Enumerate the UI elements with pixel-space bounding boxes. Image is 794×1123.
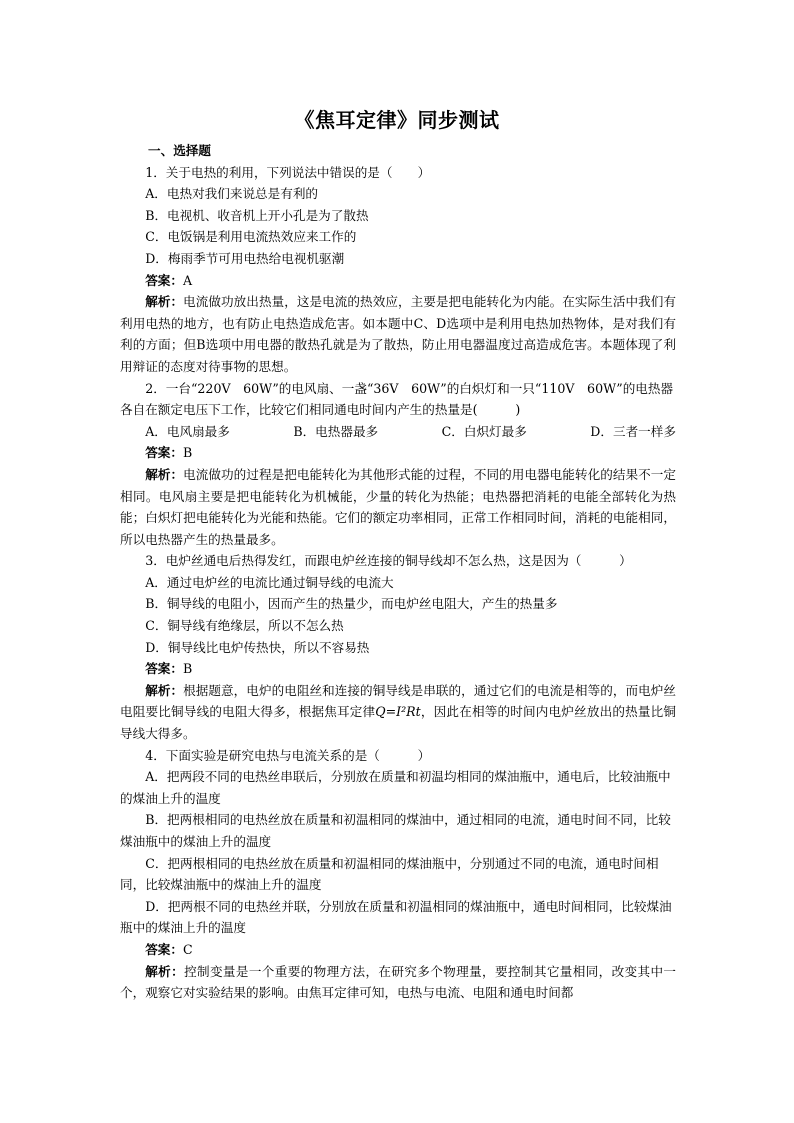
answer-value: B: [182, 445, 193, 461]
question-1-analysis: [120, 291, 676, 377]
question-1-stem: 1．关于电热的利用，下列说法中错误的是（ ）: [145, 164, 431, 180]
analysis-text: 控制变量是一个重要的物理方法，在研究多个物理量，要控制其它量相同，改变其中一个，观察它对实验结果的影响。由焦耳定律可知，电热与电流、电阻和通电时间都: [120, 963, 677, 1001]
question-3-option-d: D．铜导线比电炉传热快，所以不容易热: [145, 639, 370, 655]
question-4-option-d: D．把两根不同的电热丝并联，分别放在质量和初温相同的煤油瓶中，通电时间相同，比较煤油瓶中的煤油上升的温度: [120, 898, 672, 936]
answer-value: B: [182, 661, 193, 677]
question-3-option-a: A．通过电炉丝的电流比通过铜导线的电流大: [145, 574, 394, 590]
analysis-label: 解析：: [145, 963, 185, 979]
analysis-label: 解析：: [145, 294, 184, 310]
question-2-option-b: B．电热器最多: [293, 423, 379, 439]
question-4-stem: 4．下面实验是研究电热与电流关系的是（ ）: [145, 747, 431, 763]
question-2-option-d: D．三者一样多: [590, 423, 676, 439]
question-4-option-b: B．把两根相同的电热丝放在质量和初温相同的煤油中，通过相同的电流，通电时间不同，比较煤油瓶中的煤油上升的温度: [120, 812, 671, 849]
analysis-text-before: 根据题意，电炉的电阻丝和连接的铜导线是串联的，通过它们的电流是相等的，而电炉丝电阻要比铜导线的电阻大得多，根据焦耳定律: [120, 682, 677, 720]
joule-formula: Q=I²Rt: [375, 704, 421, 720]
question-1-option-b: B．电视机、收音机上开小孔是为了散热: [145, 207, 369, 223]
question-4-analysis: [120, 961, 676, 1004]
question-2-stem: 2．一台“220V 60W”的电风扇、一盏“36V 60W”的白炽灯和一只“110V 60W”的电热器各自在额定电压下工作，比较它们相同通电时间内产生的热量是( ): [120, 380, 674, 418]
question-3-option-b: B．铜导线的电阻小，因而产生的热量少，而电炉丝电阻大，产生的热量多: [145, 596, 558, 612]
question-2-option-c: C．白炽灯最多: [441, 423, 527, 439]
question-4-answer: [120, 939, 676, 961]
answer-label: 答案：: [145, 941, 183, 957]
question-1-option-d: D．梅雨季节可用电热给电视机驱潮: [145, 250, 345, 266]
question-3-stem: 3．电炉丝通电后热得发红，而跟电炉丝连接的铜导线却不怎么热，这是因为（ ）: [145, 553, 632, 569]
document-body: [120, 140, 676, 1004]
question-2-option-a: A．电风扇最多: [145, 423, 230, 439]
answer-value: A: [182, 272, 193, 288]
answer-value: C: [182, 941, 193, 957]
question-1-option-c: C．电饭锅是利用电流热效应来工作的: [145, 229, 357, 245]
question-4-option-c: C．把两根相同的电热丝放在质量和初温相同的煤油瓶中，分别通过不同的电流，通电时间相同，比较煤油瓶中的煤油上升的温度: [120, 855, 659, 893]
analysis-label: 解析：: [145, 466, 184, 482]
question-2-answer: [120, 442, 676, 464]
question-1-option-a: A．电热对我们来说总是有利的: [145, 186, 319, 202]
analysis-text-after: ，因此在相等的时间内电炉丝放出的热量比铜导线大得多。: [120, 704, 677, 742]
analysis-label: 解析：: [145, 682, 184, 698]
question-2-analysis: [120, 464, 676, 550]
question-3-answer: [120, 658, 676, 680]
analysis-text: 电流做功的过程是把电能转化为其他形式能的过程，不同的用电器电能转化的结果不一定相同。电风扇主要是把电能转化为机械能，少量的转化为热能；电热器把消耗的电能全部转化为热能；白炽灯把电能转化为光能和热能。它们的额定功率相同，正常工作相同时间，消耗的电能相同，所以电热器产生的热量最多。: [120, 466, 677, 547]
question-1-answer: [120, 270, 676, 292]
answer-label: 答案：: [145, 445, 183, 461]
question-4-option-a: A．把两段不同的电热丝串联后，分别放在质量和初温均相同的煤油瓶中，通电后，比较油瓶中的煤油上升的温度: [120, 769, 671, 806]
question-3-option-c: C．铜导线有绝缘层，所以不怎么热: [145, 618, 344, 634]
page-title: 《焦耳定律》同步测试: [294, 108, 500, 132]
analysis-text: 电流做功放出热量，这是电流的热效应，主要是把电能转化为内能。在实际生活中我们有利用电热的地方，也有防止电热造成危害。如本题中C、D选项中是利用电热加热物体，是对我们有利的方面；但B选项中用电器的散热孔就是为了散热，防止用电器温度过高造成危害。本题体现了利用辩证的态度对待事物的思想。: [120, 294, 677, 374]
answer-label: 答案：: [145, 661, 183, 677]
section-heading: 一、选择题: [148, 143, 211, 158]
answer-label: 答案：: [145, 272, 183, 288]
question-3-analysis: [120, 680, 676, 745]
question-2-options: [120, 421, 676, 443]
